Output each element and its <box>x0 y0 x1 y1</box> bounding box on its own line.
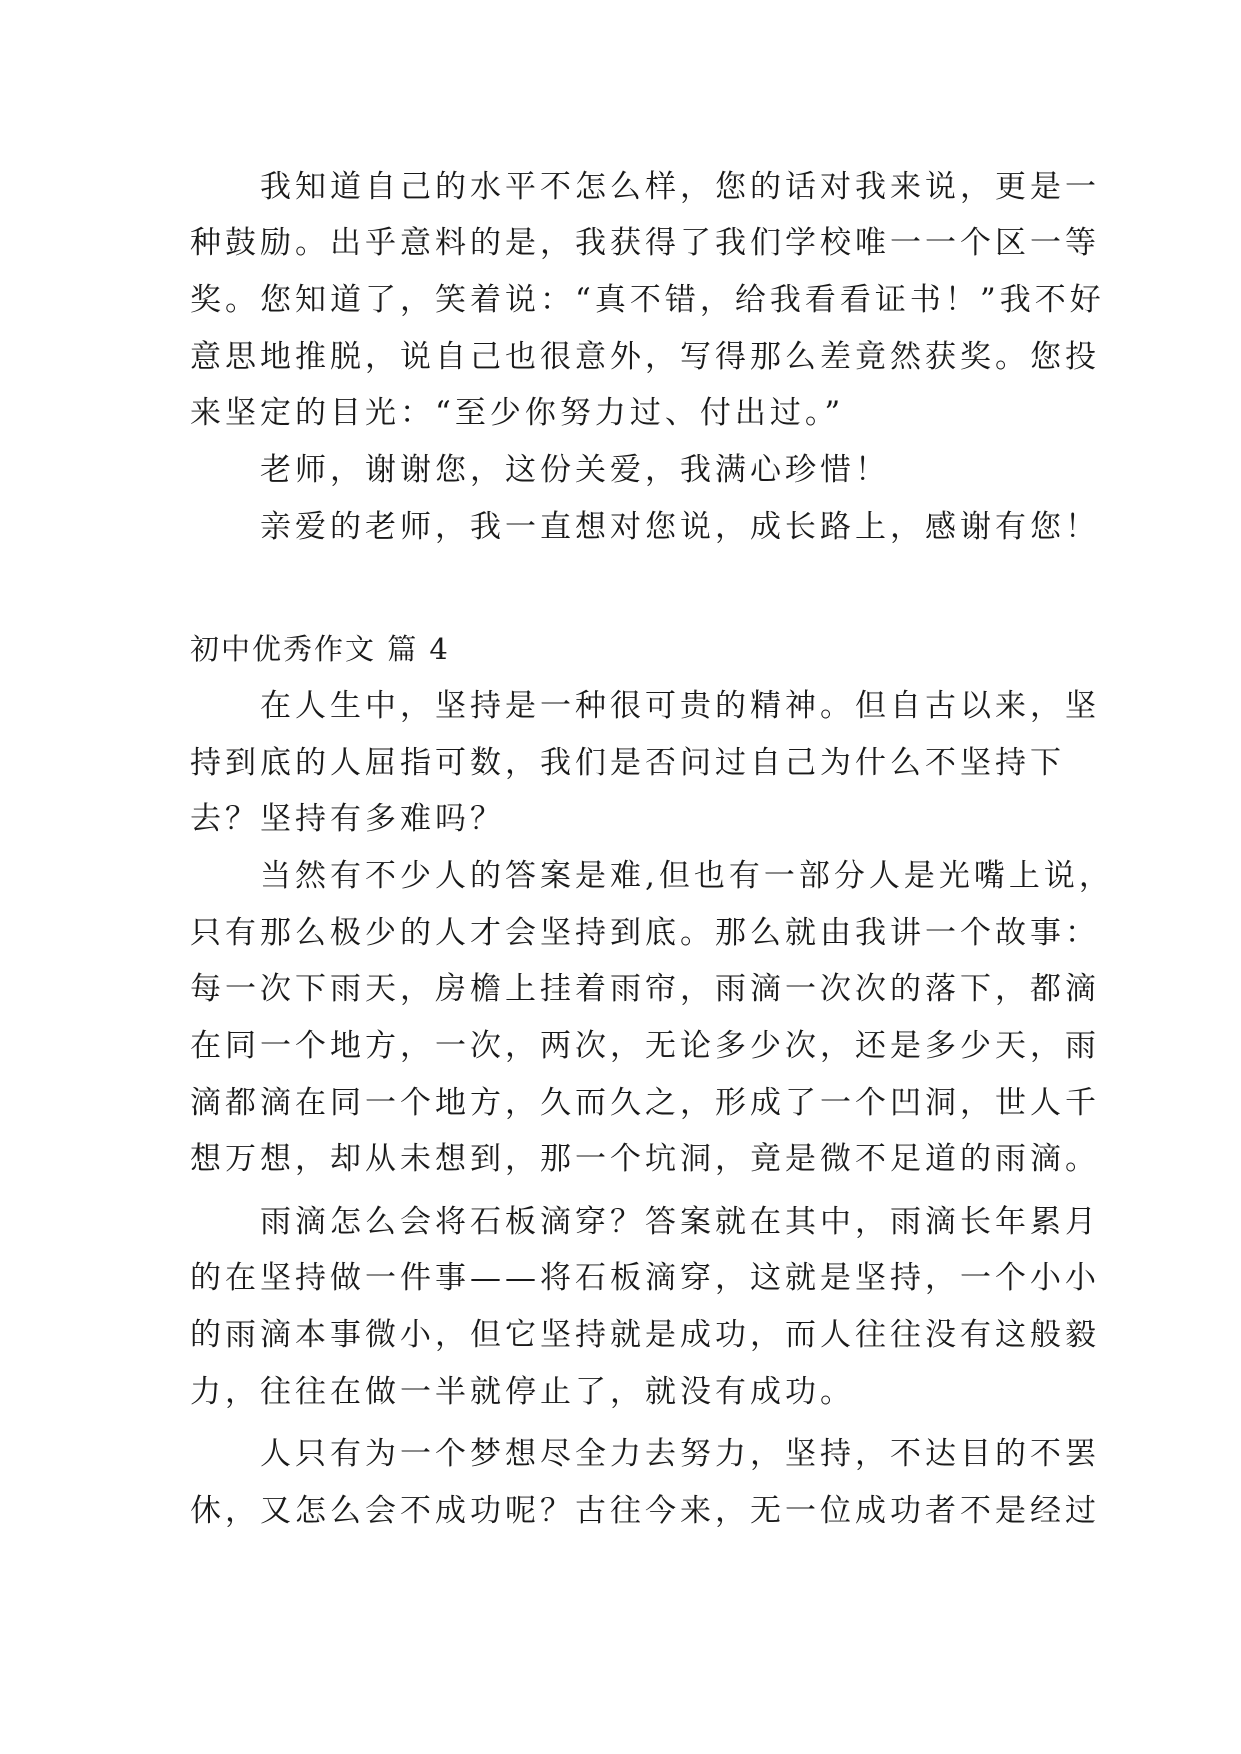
paragraph-line: 想万想，却从未想到，那一个坑洞，竟是微不足道的雨滴。 <box>190 1141 1100 1177</box>
paragraph-line: 的雨滴本事微小，但它坚持就是成功，而人往往没有这般毅 <box>190 1317 1100 1353</box>
paragraph-line: 老师，谢谢您，这份关爱，我满心珍惜！ <box>190 452 890 488</box>
paragraph-line: 人只有为一个梦想尽全力去努力，坚持，不达目的不罢 <box>190 1436 1100 1472</box>
paragraph-line: 滴都滴在同一个地方，久而久之，形成了一个凹洞，世人千 <box>190 1085 1100 1121</box>
paragraph-line: 我知道自己的水平不怎么样，您的话对我来说，更是一 <box>190 169 1100 205</box>
paragraph-line: 的在坚持做一件事——将石板滴穿，这就是坚持，一个小小 <box>190 1260 1100 1296</box>
paragraph-line: 在同一个地方，一次，两次，无论多少次，还是多少天，雨 <box>190 1028 1100 1064</box>
paragraph-line: 亲爱的老师，我一直想对您说，成长路上，感谢有您！ <box>190 509 1100 545</box>
paragraph-line: 力，往往在做一半就停止了，就没有成功。 <box>190 1374 855 1410</box>
paragraph-line: 意思地推脱，说自己也很意外，写得那么差竟然获奖。您投 <box>190 339 1100 375</box>
paragraph-line: 休，又怎么会不成功呢？古往今来，无一位成功者不是经过 <box>190 1493 1100 1529</box>
paragraph-line: 只有那么极少的人才会坚持到底。那么就由我讲一个故事： <box>190 915 1100 951</box>
paragraph-line: 雨滴怎么会将石板滴穿？答案就在其中，雨滴长年累月 <box>190 1204 1100 1240</box>
paragraph-line: 在人生中，坚持是一种很可贵的精神。但自古以来，坚 <box>190 688 1100 724</box>
paragraph-line: 去？坚持有多难吗？ <box>190 801 505 837</box>
essay-title: 初中优秀作文 篇 4 <box>190 632 450 666</box>
paragraph-line: 持到底的人屈指可数，我们是否问过自己为什么不坚持下 <box>190 745 1065 781</box>
paragraph-line: 种鼓励。出乎意料的是，我获得了我们学校唯一一个区一等 <box>190 225 1100 261</box>
paragraph-line: 奖。您知道了，笑着说：“真不错，给我看看证书！”我不好 <box>190 282 1105 318</box>
paragraph-line: 来坚定的目光：“至少你努力过、付出过。” <box>190 395 845 431</box>
paragraph-line: 当然有不少人的答案是难,但也有一部分人是光嘴上说， <box>190 858 1114 894</box>
paragraph-line: 每一次下雨天，房檐上挂着雨帘，雨滴一次次的落下，都滴 <box>190 971 1100 1007</box>
